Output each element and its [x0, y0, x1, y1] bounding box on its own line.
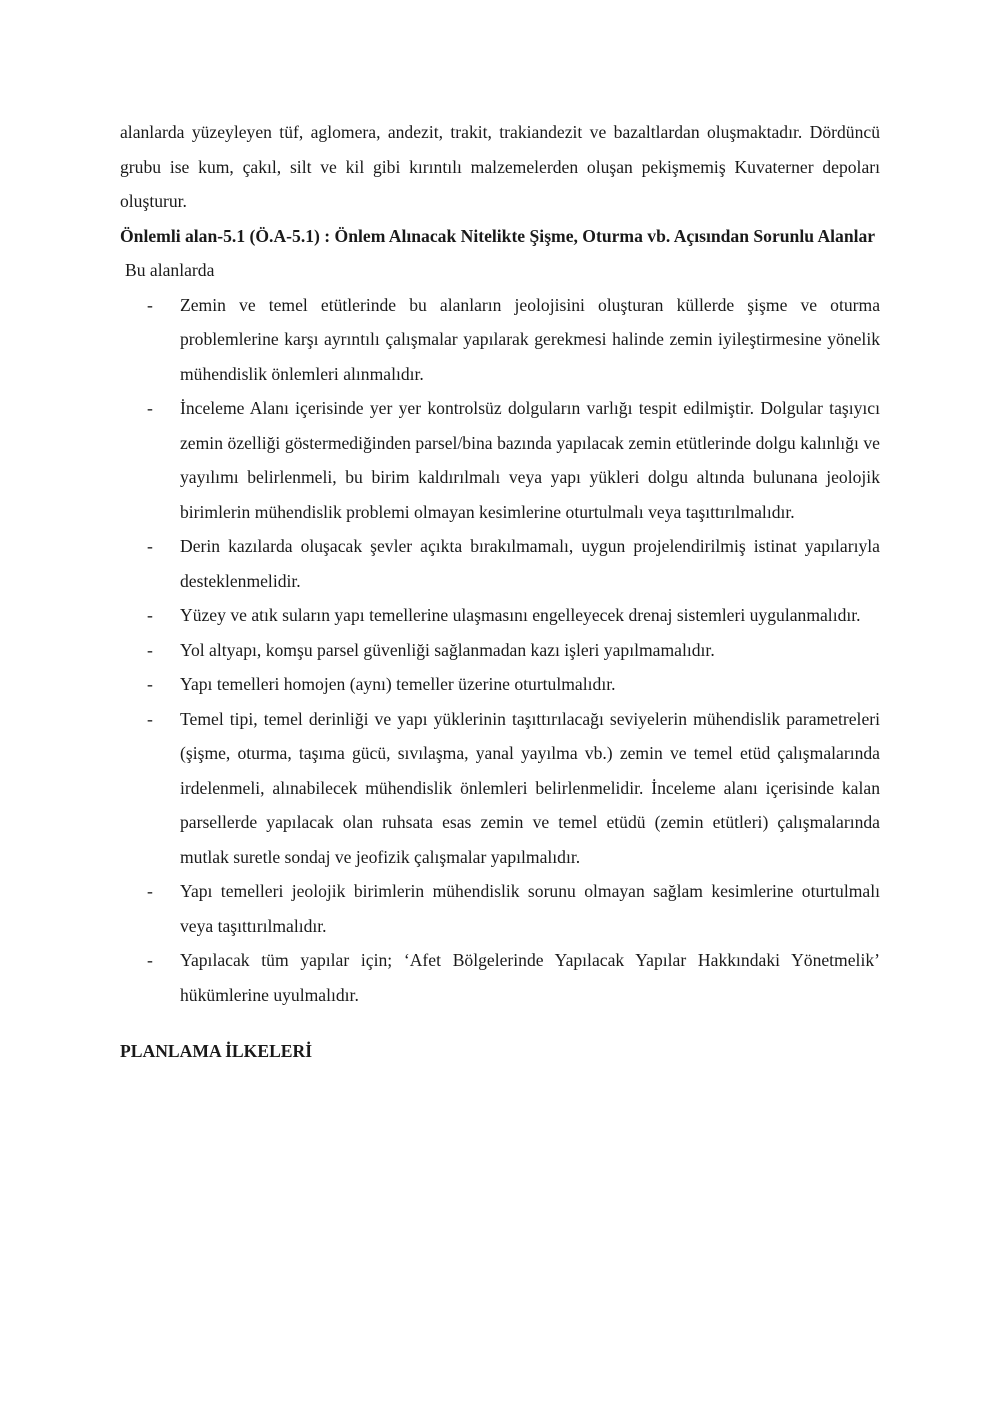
- list-item: [120, 391, 880, 529]
- lead-in-text: Bu alanlarda: [125, 260, 215, 280]
- list-item-text: İnceleme Alanı içerisinde yer yer kontrolsüz dolguların varlığı tespit edilmiştir. Dolgular taşıyıcı zemin özelliği göstermediğinden parsel/bina bazında yapılacak zemin etütlerinde dolgu kalınlığı ve yayılımı belirlenmeli, bu birim kaldırılmalı veya yapı yükleri dolgu altında bulunana jeolojik birimlerin mühendislik problemi olmayan kesimlerine oturtulmalı veya taşıttırılmalıdır.: [180, 398, 880, 522]
- list-item: [120, 874, 880, 943]
- intro-paragraph: alanlarda yüzeyleyen tüf, aglomera, andezit, trakit, trakiandezit ve bazaltlardan oluşmaktadır. Dördüncü grubu ise kum, çakıl, silt ve kil gibi kırıntılı malzemelerden oluşan pekişmemiş Kuvaterner depoları oluşturur.: [120, 122, 880, 211]
- bullet-dash: -: [147, 398, 153, 418]
- list-item-text: Yapı temelleri jeolojik birimlerin mühendislik sorunu olmayan sağlam kesimlerine oturtulmalı veya taşıttırılmalıdır.: [180, 881, 880, 936]
- bullet-dash: -: [147, 708, 153, 729]
- measures-list: [120, 288, 880, 1013]
- list-item-text: Temel tipi, temel derinliği ve yapı yüklerinin taşıttırılacağı seviyelerin mühendislik parametreleri (şişme, oturma, taşıma gücü, sıvılaşma, yanal yayılma vb.) zemin ve temel etüd çalışmalarında irdelenmeli, alınabilecek mühendislik önlemleri belirlenmelidir. İnceleme alanı içerisinde kalan parsellerde yapılacak olan ruhsata esas zemin ve temel etüdü (zemin etütleri) çalışmalarında mutlak suretle sondaj ve jeofizik çalışmalar yapılmalıdır.: [180, 708, 880, 867]
- list-item: [120, 529, 880, 598]
- list-item: [120, 943, 880, 1012]
- bullet-dash: -: [147, 639, 153, 660]
- bullet-dash: -: [147, 536, 153, 556]
- bullet-dash: -: [147, 881, 153, 901]
- bullet-dash: -: [147, 294, 153, 315]
- bullet-dash: -: [147, 950, 153, 970]
- list-item: [120, 702, 880, 875]
- list-item: [120, 288, 880, 392]
- list-item-text: Yapı temelleri homojen (aynı) temeller üzerine oturtulmalıdır.: [180, 674, 616, 694]
- list-item: [120, 633, 880, 668]
- list-item-text: Yapılacak tüm yapılar için; ‘Afet Bölgelerinde Yapılacak Yapılar Hakkındaki Yönetmelik’ hükümlerine uyulmalıdır.: [180, 950, 880, 1005]
- next-section-title: PLANLAMA İLKELERİ: [120, 1041, 313, 1061]
- list-item-text: Zemin ve temel etütlerinde bu alanların jeolojisini oluşturan küllerde şişme ve oturma problemlerine karşı ayrıntılı çalışmalar yapılarak gerekmesi halinde zemin iyileştirmesine yönelik mühendislik önlemleri alınmalıdır.: [180, 294, 880, 384]
- bullet-dash: -: [147, 605, 153, 625]
- list-item: [120, 598, 880, 633]
- section-heading: Önlemli alan-5.1 (Ö.A-5.1) : Önlem Alınacak Nitelikte Şişme, Oturma vb. Açısından Sorunlu Alanlar: [120, 225, 876, 246]
- list-item-text: Yol altyapı, komşu parsel güvenliği sağlanmadan kazı işleri yapılmamalıdır.: [180, 639, 715, 660]
- bullet-dash: -: [147, 674, 153, 694]
- list-item-text: Yüzey ve atık suların yapı temellerine ulaşmasını engelleyecek drenaj sistemleri uygulanmalıdır.: [180, 605, 861, 625]
- list-item-text: Derin kazılarda oluşacak şevler açıkta bırakılmamalı, uygun projelendirilmiş istinat yapılarıyla desteklenmelidir.: [180, 536, 880, 591]
- document-page: [120, 115, 880, 1069]
- list-item: [120, 667, 880, 702]
